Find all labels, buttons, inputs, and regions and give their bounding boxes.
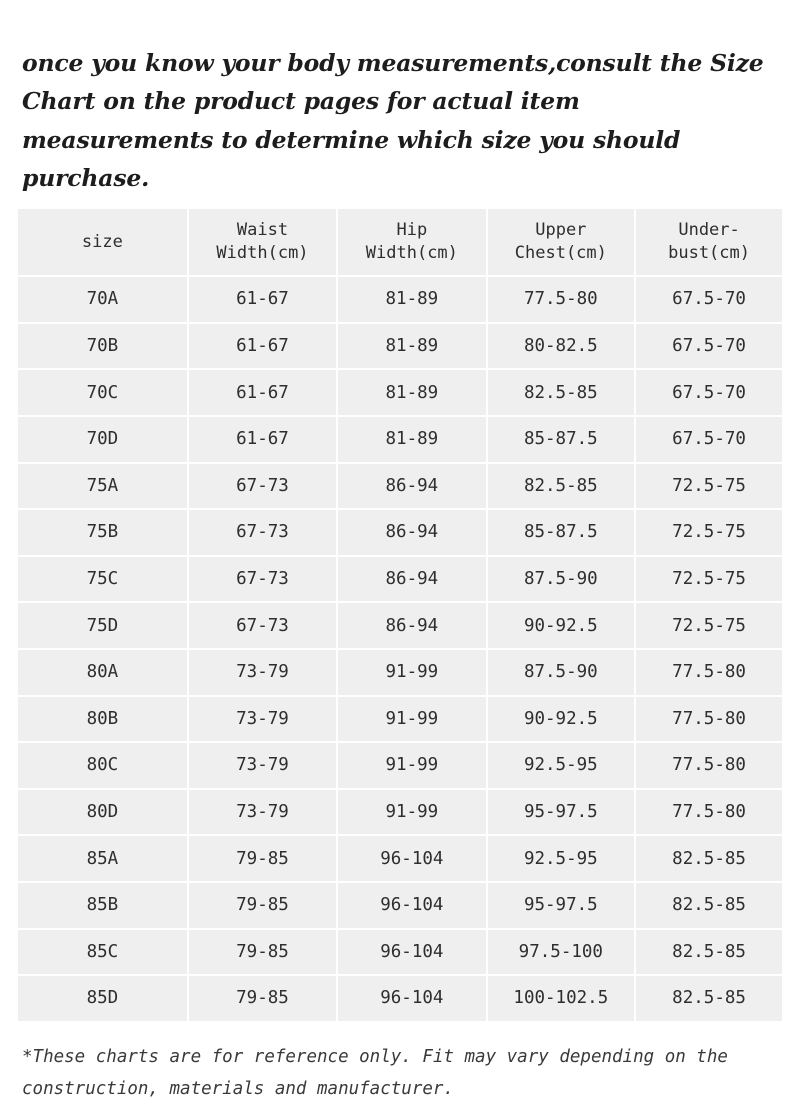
cell-waist: 67-73 [188, 463, 337, 510]
cell-hip: 81-89 [337, 276, 486, 323]
cell-underbust: 67.5-70 [635, 416, 783, 463]
cell-underbust: 77.5-80 [635, 649, 783, 696]
table-row [17, 742, 783, 789]
cell-upper-chest: 100-102.5 [487, 975, 636, 1022]
cell-upper-chest: 85-87.5 [487, 416, 636, 463]
cell-underbust: 72.5-75 [635, 509, 783, 556]
cell-waist: 61-67 [188, 323, 337, 370]
cell-underbust: 67.5-70 [635, 276, 783, 323]
table-row [17, 323, 783, 370]
cell-hip: 91-99 [337, 696, 486, 743]
cell-upper-chest: 92.5-95 [487, 742, 636, 789]
column-header-underbust [635, 208, 783, 276]
cell-upper-chest: 95-97.5 [487, 882, 636, 929]
table-row [17, 975, 783, 1022]
cell-size: 75B [17, 509, 188, 556]
column-header-underbust-line2: bust(cm) [668, 243, 750, 264]
cell-size: 85B [17, 882, 188, 929]
cell-waist: 61-67 [188, 276, 337, 323]
intro-paragraph: once you know your body measurements,consult the Size Chart on the product pages for actual item measurements to determine which size you should purchase. [22, 49, 764, 192]
column-header-waist-width-line1: Waist [236, 220, 289, 241]
cell-hip: 96-104 [337, 882, 486, 929]
cell-underbust: 77.5-80 [635, 696, 783, 743]
column-header-waist-width-line2: Width(cm) [216, 243, 309, 264]
table-row [17, 416, 783, 463]
cell-waist: 73-79 [188, 696, 337, 743]
cell-size: 80A [17, 649, 188, 696]
cell-size: 75D [17, 602, 188, 649]
cell-underbust: 67.5-70 [635, 369, 783, 416]
cell-upper-chest: 85-87.5 [487, 509, 636, 556]
column-header-underbust-line1: Under- [678, 220, 740, 241]
cell-hip: 81-89 [337, 416, 486, 463]
column-header-hip-width-line2: Width(cm) [365, 243, 458, 264]
cell-upper-chest: 90-92.5 [487, 602, 636, 649]
cell-waist: 67-73 [188, 509, 337, 556]
column-header-waist-width [188, 208, 337, 276]
cell-size: 70D [17, 416, 188, 463]
cell-hip: 86-94 [337, 556, 486, 603]
cell-upper-chest: 92.5-95 [487, 835, 636, 882]
cell-underbust: 72.5-75 [635, 556, 783, 603]
cell-size: 75A [17, 463, 188, 510]
cell-underbust: 67.5-70 [635, 323, 783, 370]
cell-hip: 86-94 [337, 602, 486, 649]
cell-hip: 91-99 [337, 742, 486, 789]
cell-upper-chest: 90-92.5 [487, 696, 636, 743]
cell-waist: 79-85 [188, 882, 337, 929]
cell-waist: 79-85 [188, 835, 337, 882]
cell-waist: 73-79 [188, 789, 337, 836]
table-header-row [17, 208, 783, 276]
table-row [17, 835, 783, 882]
cell-underbust: 72.5-75 [635, 602, 783, 649]
table-row [17, 696, 783, 743]
cell-underbust: 82.5-85 [635, 835, 783, 882]
column-header-size [17, 208, 188, 276]
cell-waist: 67-73 [188, 556, 337, 603]
cell-waist: 79-85 [188, 975, 337, 1022]
cell-underbust: 82.5-85 [635, 929, 783, 976]
table-row [17, 463, 783, 510]
column-header-upper-chest [487, 208, 636, 276]
cell-upper-chest: 80-82.5 [487, 323, 636, 370]
cell-waist: 61-67 [188, 369, 337, 416]
footnote-text: *These charts are for reference only. Fit may vary depending on the construction, materials and manufacturer. [22, 1046, 728, 1100]
cell-underbust: 77.5-80 [635, 789, 783, 836]
cell-waist: 67-73 [188, 602, 337, 649]
cell-underbust: 82.5-85 [635, 882, 783, 929]
cell-upper-chest: 87.5-90 [487, 556, 636, 603]
cell-upper-chest: 95-97.5 [487, 789, 636, 836]
cell-hip: 86-94 [337, 509, 486, 556]
cell-underbust: 82.5-85 [635, 975, 783, 1022]
table-body [17, 276, 783, 1022]
cell-waist: 73-79 [188, 649, 337, 696]
cell-waist: 73-79 [188, 742, 337, 789]
cell-size: 85D [17, 975, 188, 1022]
cell-size: 75C [17, 556, 188, 603]
table-row [17, 276, 783, 323]
cell-upper-chest: 82.5-85 [487, 369, 636, 416]
column-header-upper-chest-line1: Upper [535, 220, 587, 241]
cell-underbust: 77.5-80 [635, 742, 783, 789]
cell-upper-chest: 77.5-80 [487, 276, 636, 323]
table-row [17, 556, 783, 603]
cell-upper-chest: 82.5-85 [487, 463, 636, 510]
cell-hip: 91-99 [337, 789, 486, 836]
cell-size: 85C [17, 929, 188, 976]
cell-size: 80D [17, 789, 188, 836]
cell-size: 70C [17, 369, 188, 416]
cell-size: 80C [17, 742, 188, 789]
cell-hip: 81-89 [337, 369, 486, 416]
cell-size: 85A [17, 835, 188, 882]
cell-hip: 96-104 [337, 975, 486, 1022]
cell-hip: 96-104 [337, 929, 486, 976]
table-row [17, 789, 783, 836]
cell-waist: 61-67 [188, 416, 337, 463]
table-row [17, 602, 783, 649]
size-chart-table [16, 207, 784, 1023]
table-row [17, 649, 783, 696]
table-row [17, 882, 783, 929]
cell-size: 70A [17, 276, 188, 323]
cell-hip: 81-89 [337, 323, 486, 370]
cell-underbust: 72.5-75 [635, 463, 783, 510]
cell-upper-chest: 87.5-90 [487, 649, 636, 696]
cell-upper-chest: 97.5-100 [487, 929, 636, 976]
column-header-size-line1: size [81, 231, 123, 252]
table-header [17, 208, 783, 276]
table-row [17, 369, 783, 416]
cell-size: 70B [17, 323, 188, 370]
column-header-hip-width [337, 208, 486, 276]
table-row [17, 929, 783, 976]
column-header-upper-chest-line2: Chest(cm) [514, 243, 607, 264]
cell-waist: 79-85 [188, 929, 337, 976]
table-row [17, 509, 783, 556]
cell-size: 80B [17, 696, 188, 743]
cell-hip: 96-104 [337, 835, 486, 882]
cell-hip: 86-94 [337, 463, 486, 510]
cell-hip: 91-99 [337, 649, 486, 696]
column-header-hip-width-line1: Hip [396, 220, 428, 241]
